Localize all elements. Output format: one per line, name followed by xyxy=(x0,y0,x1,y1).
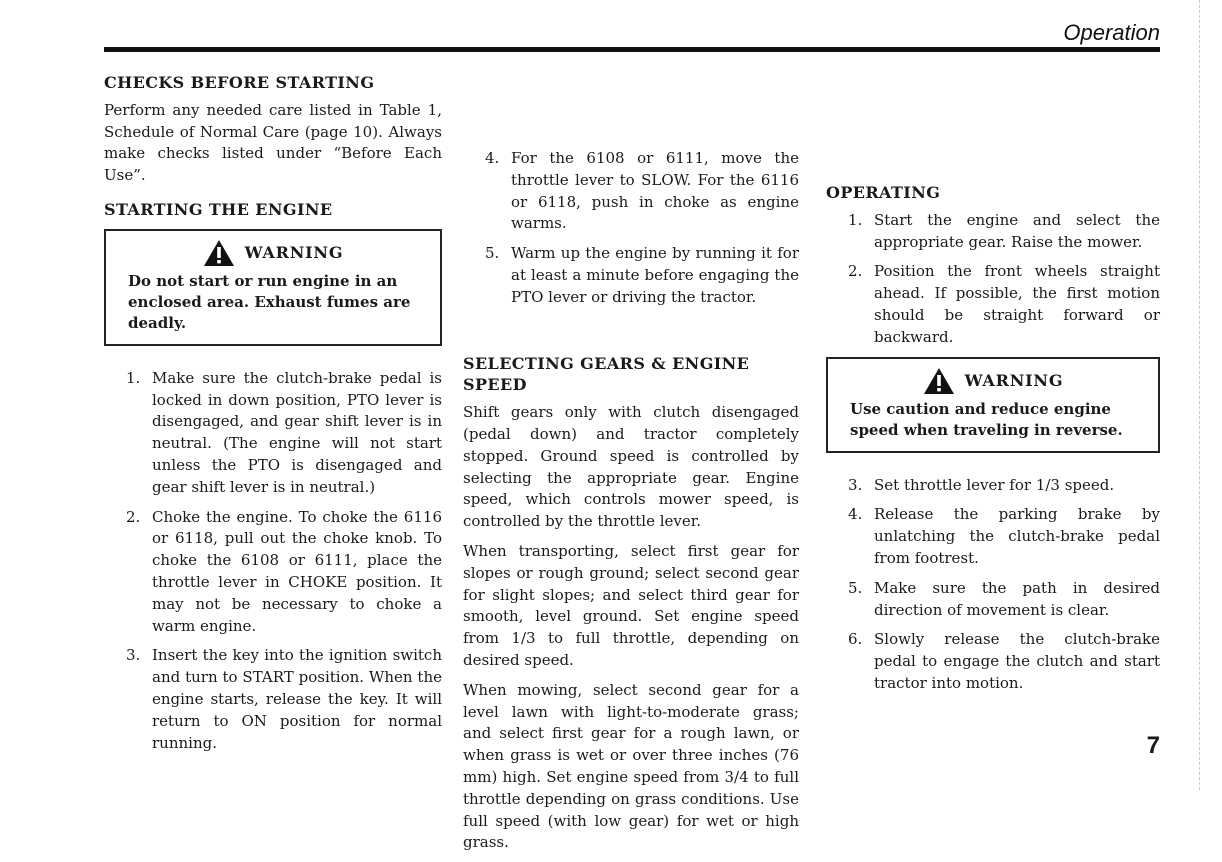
selecting-paragraph-2: When transporting, select first gear for slopes or rough ground; select second gear for slight slopes; and select third gear for smooth, level ground. Set engine speed from 1/3 to full throttle, depending on desired speed. xyxy=(463,541,799,669)
warning-text: Use caution and reduce engine speed when traveling in reverse. xyxy=(850,399,1123,439)
warning-header xyxy=(850,367,1136,395)
starting-heading: STARTING THE ENGINE xyxy=(104,199,333,219)
step-number: 1. xyxy=(848,210,863,229)
column-3 xyxy=(826,182,1160,703)
step-number: 5. xyxy=(485,244,500,263)
warning-icon xyxy=(923,367,955,395)
step-number: 4. xyxy=(848,505,863,524)
selecting-paragraph-3: When mowing, select second gear for a level lawn with light-to-moderate grass; and select first gear for a rough lawn, or when grass is wet or over three inches (76 mm) high. Set engine speed from 3/4 to full throttle depending on grass conditions. Use full speed (with low gear) for wet or high grass. xyxy=(463,680,799,852)
selecting-heading: SELECTING GEARS & ENGINE SPEED xyxy=(463,353,750,395)
step-text: Choke the engine. To choke the 6116 or 6118, pull out the choke knob. To choke the 6108 or 6111, place the throttle lever in CHOKE position. It may not be necessary to choke a warm engine. xyxy=(152,507,442,635)
step-number: 2. xyxy=(848,262,863,281)
operating-step-1 xyxy=(826,210,1160,254)
step-text: Warm up the engine by running it for at least a minute before engaging the PTO lever or driving the tractor. xyxy=(511,244,799,306)
step-number: 2. xyxy=(126,507,141,526)
warning-label: WARNING xyxy=(964,370,1064,390)
page-header-title: Operation xyxy=(1063,20,1160,45)
checks-text: Perform any needed care listed in Table 1, Schedule of Normal Care (page 10). Always make checks listed under “Before Each Use”. xyxy=(104,100,442,185)
selecting-paragraph-1: Shift gears only with clutch disengaged (pedal down) and tractor completely stopped. Ground speed is controlled by selecting the appropriate gear. Engine speed, which controls mower speed, is controlled by the throttle lever. xyxy=(463,403,799,531)
step-number: 5. xyxy=(848,578,863,597)
operating-step-3 xyxy=(826,475,1160,497)
operating-heading: OPERATING xyxy=(826,183,941,202)
step-text: Make sure the path in desired direction of movement is clear. xyxy=(874,578,1160,619)
starting-step-5 xyxy=(463,243,799,308)
checks-heading: CHECKS BEFORE STARTING xyxy=(104,73,375,92)
step-number: 4. xyxy=(485,149,500,167)
starting-step-2 xyxy=(104,507,442,638)
step-number: 3. xyxy=(848,475,863,494)
step-text: Position the front wheels straight ahead. If possible, the first motion should be straight forward or backward. xyxy=(874,262,1160,346)
starting-step-3 xyxy=(104,645,442,754)
warning-box-reverse xyxy=(826,357,1160,453)
warning-header xyxy=(128,239,418,267)
operating-step-6 xyxy=(826,629,1160,694)
step-text: Make sure the clutch-brake pedal is locked in down position, PTO lever is disengaged, and gear shift lever is in neutral. (The engine will not start unless the PTO is disengaged and gear shift lever is in neutral.) xyxy=(152,368,442,496)
operating-step-5 xyxy=(826,578,1160,622)
step-text: Set throttle lever for 1/3 speed. xyxy=(874,475,1115,494)
starting-step-4 xyxy=(463,148,799,235)
step-number: 1. xyxy=(126,368,141,387)
warning-icon xyxy=(203,239,235,267)
operating-step-4 xyxy=(826,504,1160,569)
step-text: Release the parking brake by unlatching the clutch-brake pedal from footrest. xyxy=(874,505,1160,567)
step-text: For the 6108 or 6111, move the throttle lever to SLOW. For the 6116 or 6118, push in choke as engine warms. xyxy=(511,149,799,233)
warning-label: WARNING xyxy=(244,242,344,262)
page-number: 7 xyxy=(1146,732,1160,759)
step-text: Start the engine and select the appropriate gear. Raise the mower. xyxy=(874,210,1160,251)
column-2 xyxy=(463,50,799,862)
column-1 xyxy=(104,72,442,762)
step-text: Slowly release the clutch-brake pedal to engage the clutch and start tractor into motion. xyxy=(874,630,1160,692)
starting-step-1 xyxy=(104,368,442,499)
warning-text: Do not start or run engine in an enclosed area. Exhaust fumes are deadly. xyxy=(128,271,411,332)
step-text: Insert the key into the ignition switch and turn to START position. When the engine starts, release the key. It will return to ON position for normal running. xyxy=(152,646,442,752)
step-number: 6. xyxy=(848,630,863,649)
step-number: 3. xyxy=(126,646,141,665)
warning-box-exhaust xyxy=(104,229,442,346)
operating-step-2 xyxy=(826,261,1160,348)
scan-edge-line xyxy=(1198,0,1200,790)
